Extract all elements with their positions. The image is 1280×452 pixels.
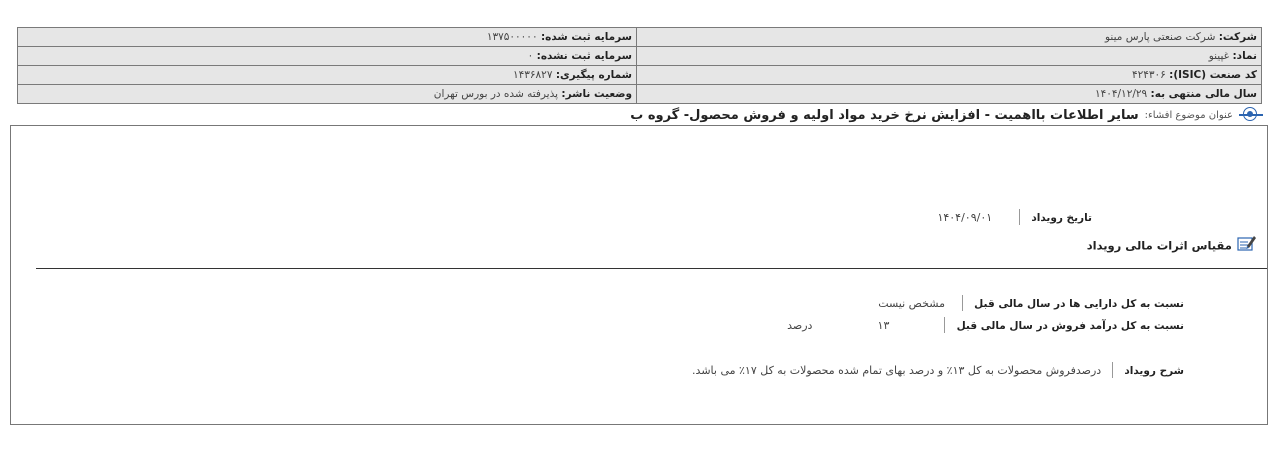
revenue-ratio-value: ۱۳ — [877, 319, 890, 332]
financial-effects-title: مقیاس اثرات مالی رویداد — [1086, 238, 1232, 253]
symbol-cell — [637, 47, 1262, 66]
isic-cell — [637, 66, 1262, 85]
symbol-value: غپینو — [1208, 50, 1230, 62]
tracking-number-cell — [18, 66, 637, 85]
financial-effects-heading — [1087, 234, 1257, 256]
assets-ratio-value: مشخص نیست — [878, 297, 945, 310]
section-divider — [36, 268, 1267, 269]
company-value: شرکت صنعتی پارس مینو — [1104, 31, 1216, 43]
disclosure-subject — [630, 104, 1263, 126]
assets-ratio-label: نسبت به کل دارایی ها در سال مالی قبل — [974, 298, 1184, 310]
event-date-label: تاریخ رویداد — [1031, 212, 1092, 224]
capital-registered-cell — [18, 28, 637, 47]
target-icon — [1239, 104, 1263, 126]
isic-label: کد صنعت (ISIC): — [1169, 69, 1257, 81]
event-date-value: ۱۴۰۴/۰۹/۰۱ — [937, 211, 993, 224]
tracking-number-value: ۱۴۳۶۸۲۷ — [512, 69, 553, 81]
capital-registered-value: ۱۳۷۵۰۰۰۰۰ — [486, 31, 538, 43]
company-cell — [637, 28, 1262, 47]
subject-label: عنوان موضوع افشاء: — [1144, 109, 1233, 121]
revenue-ratio-row — [787, 314, 1184, 333]
capital-unregistered-label: سرمایه ثبت نشده: — [536, 50, 632, 62]
event-date-row — [937, 206, 1092, 225]
divider — [962, 295, 963, 311]
divider — [944, 317, 945, 333]
revenue-ratio-label: نسبت به کل درآمد فروش در سال مالی قبل — [956, 320, 1184, 332]
edit-icon — [1237, 234, 1257, 256]
capital-unregistered-value: ۰ — [527, 50, 534, 62]
divider — [1112, 362, 1113, 378]
fiscal-year-label: سال مالی منتهی به: — [1150, 88, 1257, 100]
subject-title: سایر اطلاعات بااهمیت - افزایش نرخ خرید مواد اولیه و فروش محصول- گروه ب — [630, 107, 1139, 123]
revenue-ratio-unit: درصد — [787, 319, 813, 332]
company-info-table — [17, 27, 1262, 104]
event-description-value: درصدفروش محصولات به کل ۱۳٪ و درصد بهای تمام شده محصولات به کل ۱۷٪ می باشد. — [692, 364, 1102, 377]
capital-registered-label: سرمایه ثبت شده: — [540, 31, 632, 43]
assets-ratio-row — [878, 292, 1184, 311]
fiscal-year-cell — [637, 85, 1262, 104]
info-row — [18, 85, 1262, 104]
event-description-label: شرح رویداد — [1124, 365, 1184, 377]
fiscal-year-value: ۱۴۰۴/۱۲/۲۹ — [1094, 88, 1148, 100]
isic-value: ۴۲۴۳۰۶ — [1131, 69, 1166, 81]
publisher-status-label: وضعیت ناشر: — [561, 88, 632, 100]
tracking-number-label: شماره پیگیری: — [555, 69, 632, 81]
info-row — [18, 47, 1262, 66]
info-row — [18, 66, 1262, 85]
symbol-label: نماد: — [1232, 50, 1257, 62]
publisher-status-value: پذیرفته شده در بورس تهران — [433, 88, 559, 100]
event-description-row — [692, 359, 1184, 378]
event-panel — [10, 125, 1268, 425]
company-label: شرکت: — [1218, 31, 1257, 43]
capital-unregistered-cell — [18, 47, 637, 66]
divider — [1019, 209, 1020, 225]
info-row — [18, 28, 1262, 47]
publisher-status-cell — [18, 85, 637, 104]
